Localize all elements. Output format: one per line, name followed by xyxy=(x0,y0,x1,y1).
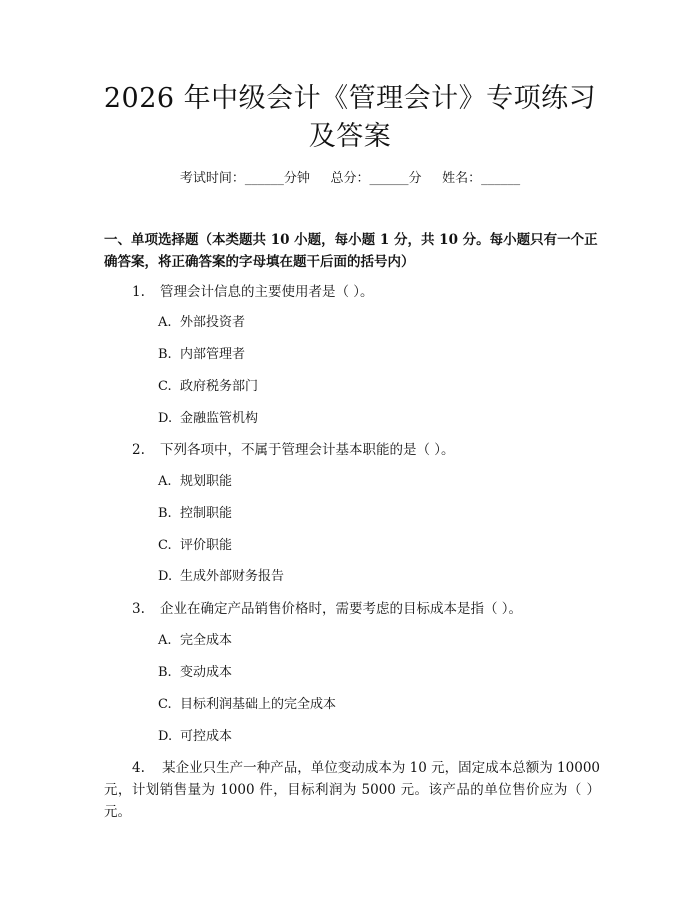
option-2c: C. 评价职能 xyxy=(158,538,233,553)
option-3b: B. 变动成本 xyxy=(158,665,233,680)
exam-info-line: 考试时间：______分钟 总分：______分 姓名：______ xyxy=(179,171,521,186)
option-1a: A. 外部投资者 xyxy=(158,315,246,330)
question-number: 1. xyxy=(132,284,145,300)
question-4 xyxy=(104,757,600,823)
option-3a: A. 完全成本 xyxy=(158,633,233,648)
option-2a: A. 规划职能 xyxy=(158,474,233,489)
option-3c: C. 目标利润基础上的完全成本 xyxy=(158,697,337,712)
page-title: 2026 年中级会计《管理会计》专项练习及答案 xyxy=(103,83,597,152)
option-3d: D. 可控成本 xyxy=(158,729,233,744)
option-2d: D. 生成外部财务报告 xyxy=(158,569,285,584)
option-2b: B. 控制职能 xyxy=(158,506,233,521)
question-text: 下列各项中，不属于管理会计基本职能的是（ ）。 xyxy=(160,442,455,458)
question-text: 管理会计信息的主要使用者是（ ）。 xyxy=(160,284,374,300)
question-number: 4. xyxy=(132,760,145,776)
question-number: 2. xyxy=(132,442,145,458)
question-text: 企业在确定产品销售价格时，需要考虑的目标成本是指（ ）。 xyxy=(160,601,523,617)
question-2 xyxy=(104,439,600,461)
option-1b: B. 内部管理者 xyxy=(158,347,246,362)
question-number: 3. xyxy=(132,601,145,617)
option-1c: C. 政府税务部门 xyxy=(158,379,259,394)
question-1 xyxy=(104,281,600,303)
question-3 xyxy=(104,598,600,620)
question-text: 某企业只生产一种产品，单位变动成本为 10 元，固定成本总额为 10000 元，计划销售量为 1000 件，目标利润为 5000 元。该产品的单位售价应为（ ）元。 xyxy=(104,760,600,820)
section-heading: 一、单项选择题（本类题共 10 小题，每小题 1 分，共 10 分。每小题只有一个正确答案，将正确答案的字母填在题干后面的括号内） xyxy=(104,232,598,270)
option-1d: D. 金融监管机构 xyxy=(158,411,259,426)
